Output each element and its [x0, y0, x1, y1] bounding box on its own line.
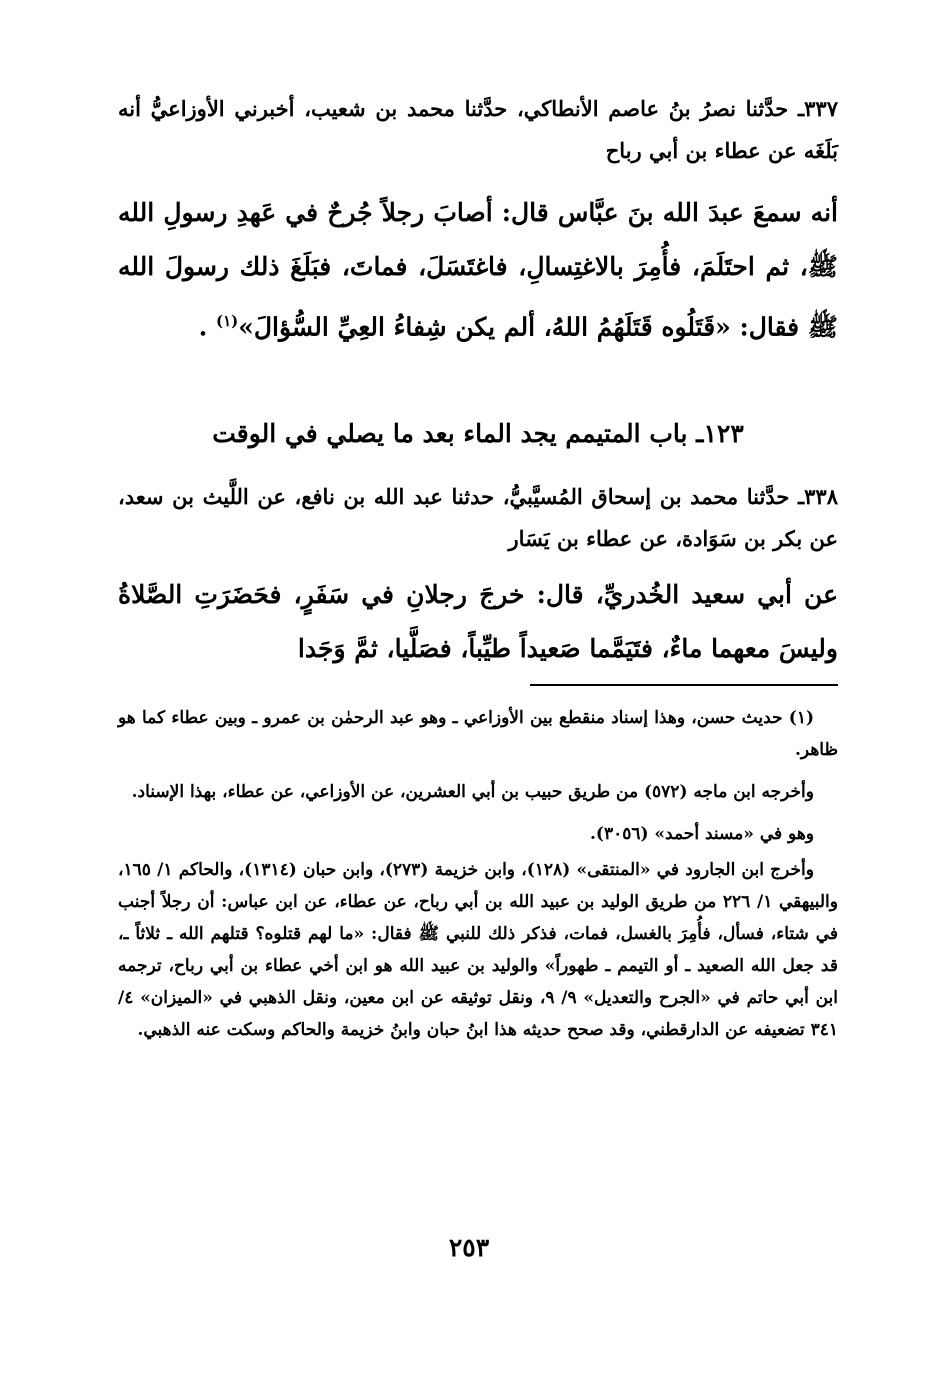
hadith-337-end: . — [198, 312, 216, 342]
hadith-337-body: أنه سمعَ عبدَ الله بنَ عبَّاس قال: أصابَ رجلاً جُرحٌ في عَهدِ رسولِ الله ﷺ، ثم احتَلَمَ، فأُمِرَ بالاغتِسالِ، فاغتَسَلَ، فماتَ، فبَلَغَ ذلك رسولَ الله ﷺ فقال: «قَتَلُوه قَتَلَهُمُ اللهُ، ألم يكن شِفاءُ العِيِّ السُّؤالَ» — [118, 198, 838, 342]
hadith-338-text: عن أبي سعيد الخُدريِّ، قال: خرجَ رجلانِ في سَفَرٍ، فحَضَرَتِ الصَّلاةُ وليسَ معهما ماءٌ، فتَيَمَّما صَعيداً طيِّباً، فصَلَّيا، ثمَّ وَجَدا — [118, 580, 838, 663]
footnote-1-ibn-majah: وأخرجه ابن ماجه (٥٧٢) من طريق حبيب بن أبي العشرين، عن الأوزاعي، عن عطاء، بهذا الإسناد. — [131, 782, 814, 802]
footnote-1: (١) حديث حسن، وهذا إسناد منقطع بين الأوزاعي ـ وهو عبد الرحمٰن بن عمرو ـ وبين عطاء كما هو ظاهر. — [118, 708, 838, 760]
footnote-ref-1: (١) — [215, 312, 239, 330]
footnotes-section — [118, 702, 838, 1056]
hadith-337-chain: ٣٣٧ـ حدَّثنا نصرُ بنُ عاصم الأنطاكي، حدَّثنا محمد بن شعيب، أخبرني الأوزاعيُّ أنه بَلَغَه عن عطاء بن أبي رباح — [118, 96, 838, 163]
hadith-338-chain: ٣٣٨ـ حدَّثنا محمد بن إسحاق المُسيَّبيُّ، حدثنا عبد الله بن نافع، عن اللَّيث بن سعد، عن بكر بن سَوَادة، عن عطاء بن يَسَار — [118, 484, 838, 551]
hadith-337-text — [118, 186, 838, 354]
footnote-1-musnad: وهو في «مسند أحمد» (٣٠٥٦). — [589, 824, 814, 844]
footnote-separator — [530, 684, 838, 686]
footnote-1-takhrij: وأخرج ابن الجارود في «المنتقى» (١٢٨)، وابن خزيمة (٢٧٣)، وابن حبان (١٣١٤)، والحاكم ١/ ١٦٥، والبيهقي ١/ ٢٢٦ من طريق الوليد بن عبيد الله بن أبي رباح، عن عطاء، عن ابن عباس: أن رجلاً أجنب في شتاء، فسأل، فأُمِرَ بالغسل، فمات، فذكر ذلك للنبي ﷺ فقال: «ما لهم قتلوه؟ قتلهم الله ـ ثلاثاً ـ، قد جعل الله الصعيد ـ أو التيمم ـ طهوراً» والوليد بن عبيد الله هو ابن أخي عطاء بن أبي رباح، ترجمه ابن أبي حاتم في «الجرح والتعديل» ٩/ ٩، ونقل توثيقه عن ابن معين، ونقل الذهبي في «الميزان» ٤/ ٣٤١ تضعيفه عن الدارقطني، وقد صحح حديثه هذا ابنُ حبان وابنُ خزيمة والحاكم وسكت عنه الذهبي. — [118, 860, 838, 1040]
page-number: ٢٥٣ — [448, 1233, 490, 1262]
chapter-heading: ١٢٣ـ باب المتيمم يجد الماء بعد ما يصلي في الوقت — [212, 419, 744, 448]
